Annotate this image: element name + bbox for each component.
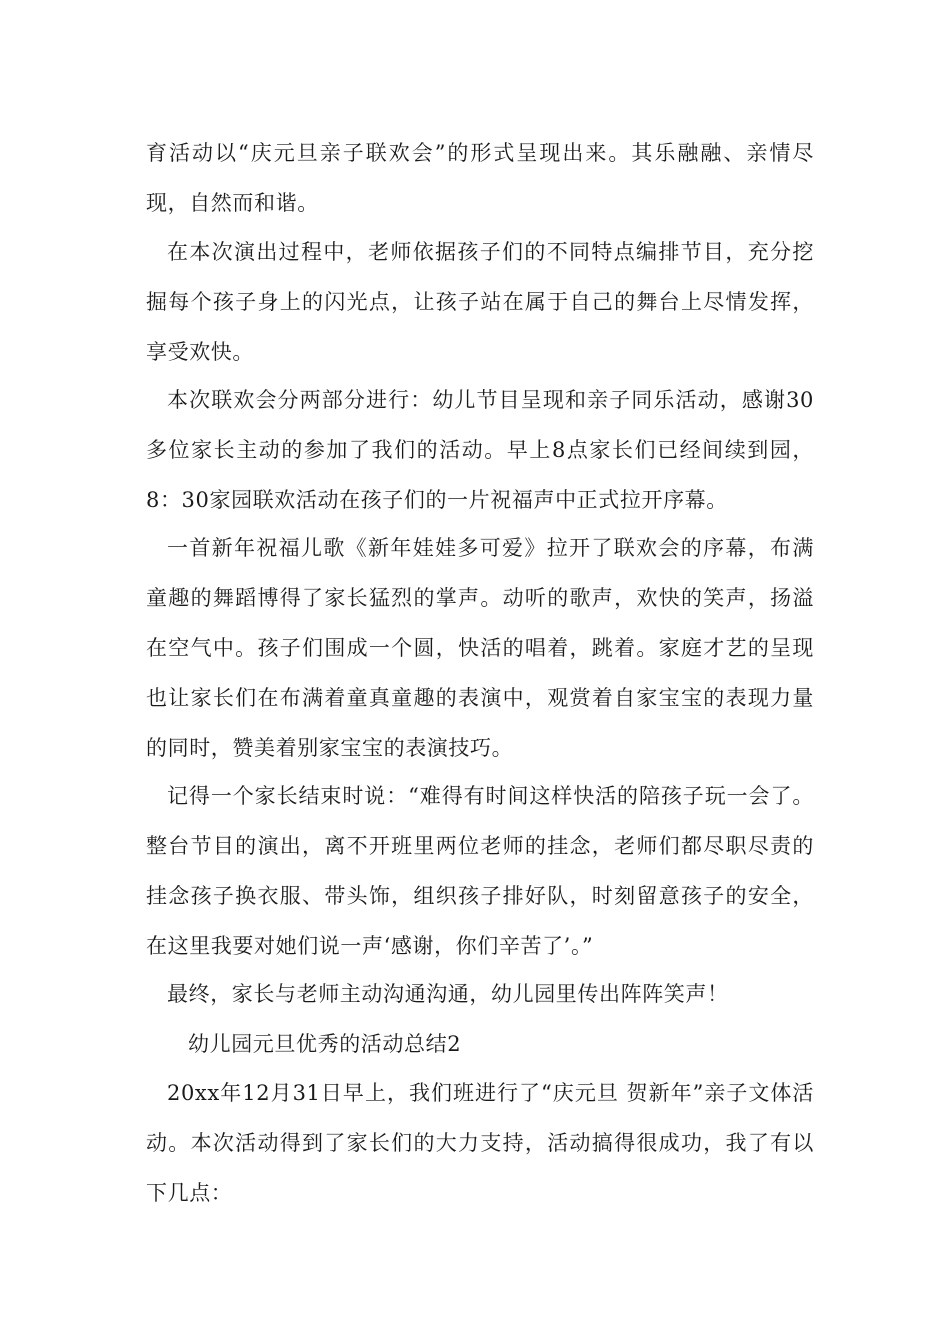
paragraph-7: 20xx年12月31日早上，我们班进行了“庆元旦 贺新年”亲子文体活动。本次活动得到了家长们的大力支持，活动搞得很成功，我了有以下几点：: [146, 1081, 814, 1205]
paragraph-2: 在本次演出过程中，老师依据孩子们的不同特点编排节目，充分挖掘每个孩子身上的闪光点，让孩子站在属于自己的舞台上尽情发挥，享受欢快。: [146, 240, 814, 364]
paragraph-1: 育活动以“庆元旦亲子联欢会”的形式呈现出来。其乐融融、亲情尽现，自然而和谐。: [146, 141, 814, 215]
paragraph-5: 记得一个家长结束时说：“难得有时间这样快活的陪孩子玩一会了。整台节目的演出，离不开班里两位老师的挂念，老师们都尽职尽责的挂念孩子换衣服、带头饰，组织孩子排好队，时刻留意孩子的安全，在这里我要对她们说一声‘感谢，你们辛苦了’。”: [146, 784, 814, 958]
paragraph-3: 本次联欢会分两部分进行：幼儿节目呈现和亲子同乐活动，感谢30多位家长主动的参加了我们的活动。早上8点家长们已经间续到园，8：30家园联欢活动在孩子们的一片祝福声中正式拉开序幕。: [146, 388, 814, 512]
paragraph-6: 最终，家长与老师主动沟通沟通，幼儿园里传出阵阵笑声！: [167, 982, 729, 1006]
section-heading: 幼儿园元旦优秀的活动总结2: [188, 1032, 462, 1056]
paragraph-4: 一首新年祝福儿歌《新年娃娃多可爱》拉开了联欢会的序幕，布满童趣的舞蹈博得了家长猛烈的掌声。动听的歌声，欢快的笑声，扬溢在空气中。孩子们围成一个圆，快活的唱着，跳着。家庭才艺的呈现也让家长们在布满着童真童趣的表演中，观赏着自家宝宝的表现力量的同时，赞美着别家宝宝的表演技巧。: [146, 536, 814, 760]
